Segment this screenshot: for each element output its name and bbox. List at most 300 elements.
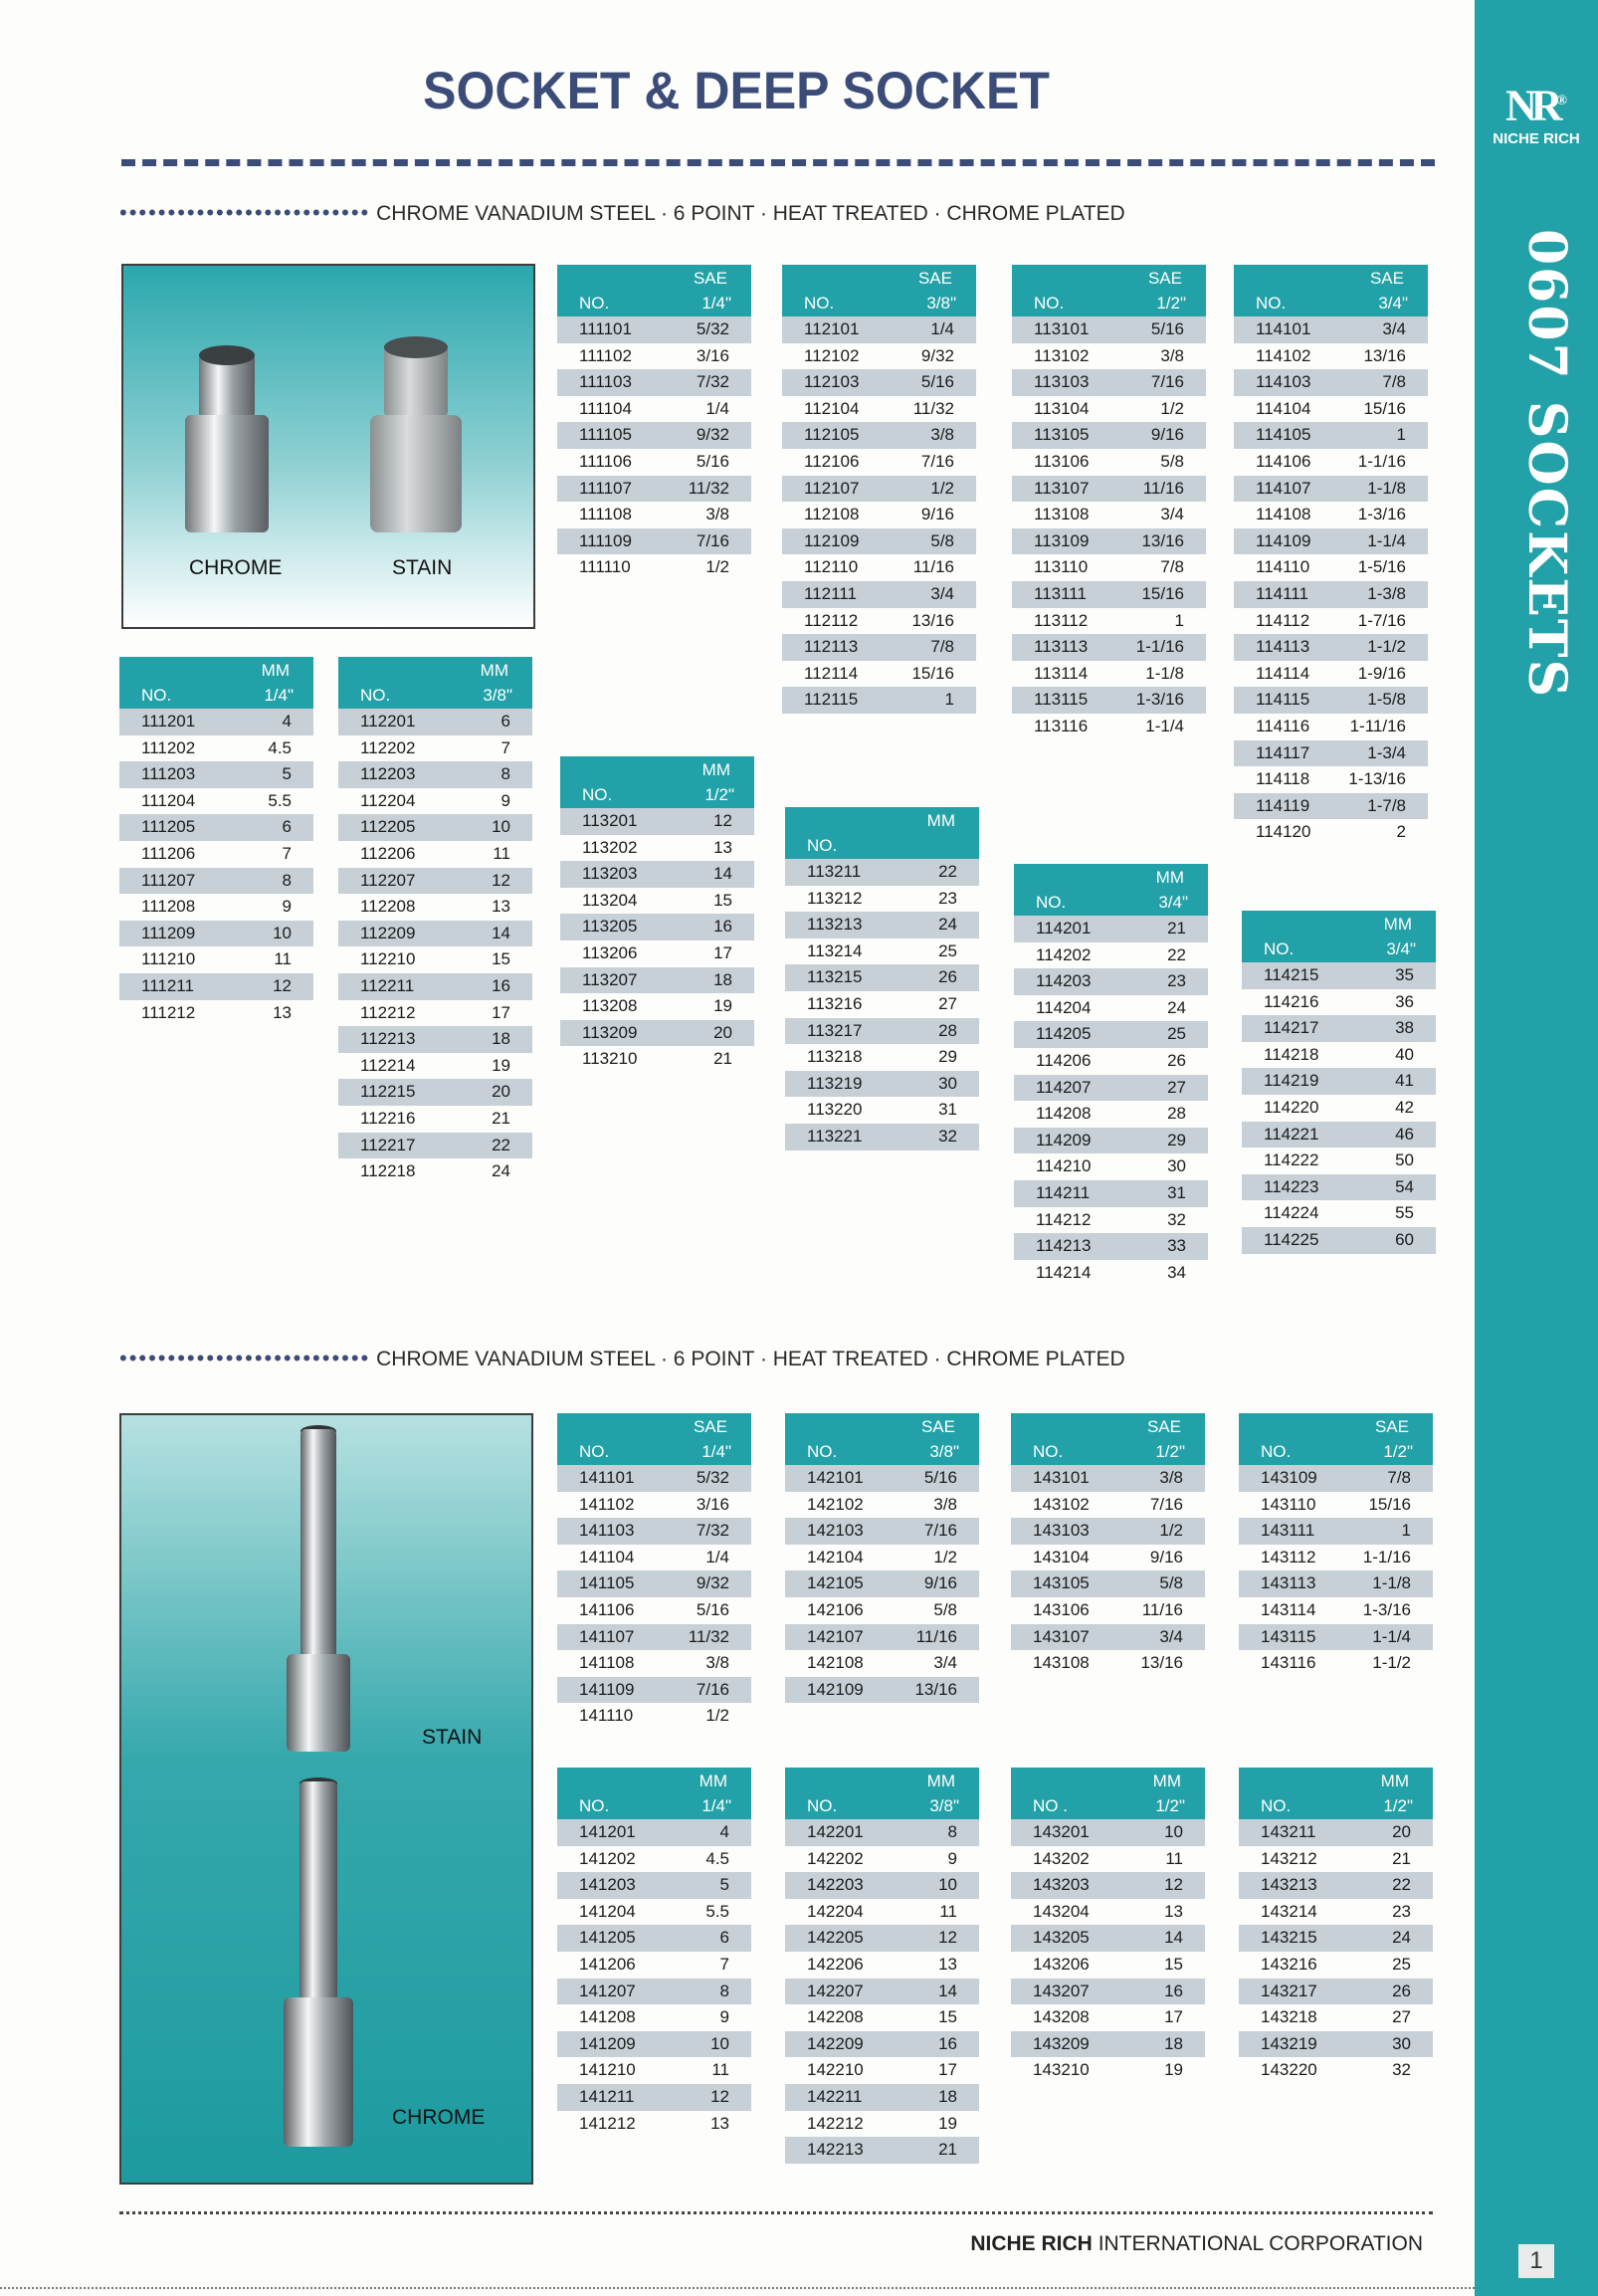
part-number: 114117 — [1256, 742, 1310, 762]
table-row — [1011, 1624, 1205, 1651]
size-value: 23 — [1392, 1901, 1411, 1921]
part-number: 113215 — [807, 967, 863, 987]
photo-label-chrome: CHROME — [392, 2106, 486, 2129]
part-number: 112105 — [804, 425, 860, 445]
table-row — [1239, 1952, 1433, 1979]
table-row — [785, 991, 979, 1018]
size-value: 29 — [938, 1047, 957, 1067]
drive-size-label: 3/8" — [926, 294, 956, 313]
part-number: 114101 — [1256, 319, 1311, 338]
size-value: 17 — [1164, 2007, 1183, 2027]
part-number: 143115 — [1261, 1626, 1316, 1646]
footer-company: NICHE RICH INTERNATIONAL CORPORATION — [970, 2232, 1423, 2255]
part-number: 114221 — [1264, 1124, 1319, 1144]
part-number: 143214 — [1261, 1901, 1317, 1921]
part-number: 112218 — [360, 1161, 416, 1181]
size-value: 15 — [1164, 1954, 1183, 1974]
size-value: 21 — [938, 2140, 957, 2160]
size-value: 11/32 — [688, 1626, 729, 1646]
table-row — [338, 1158, 532, 1185]
part-number: 141206 — [579, 1954, 636, 1974]
part-number: 141208 — [579, 2007, 636, 2027]
part-number: 114224 — [1264, 1203, 1319, 1223]
logo-mark: NR® — [1504, 81, 1568, 130]
part-number: 142203 — [807, 1875, 864, 1895]
part-number: 142210 — [807, 2060, 864, 2080]
table-row — [1239, 1570, 1433, 1597]
table-row — [557, 1819, 751, 1846]
table-row — [557, 1952, 751, 1979]
size-value: 13/16 — [1141, 530, 1184, 550]
part-number: 111206 — [141, 843, 196, 863]
table-row — [1014, 1180, 1208, 1207]
part-number: 112206 — [360, 843, 416, 863]
part-number: 111208 — [141, 897, 196, 917]
table-row — [1239, 1492, 1433, 1519]
table-header — [1012, 265, 1206, 316]
size-value: 5.5 — [705, 1901, 729, 1921]
table-row — [1011, 1570, 1205, 1597]
table-body — [1011, 1819, 1205, 2084]
part-number: 143104 — [1033, 1547, 1090, 1566]
table-row — [782, 316, 976, 343]
table-body — [1012, 316, 1206, 740]
part-number: 112212 — [360, 1002, 416, 1022]
part-number: 113111 — [1034, 583, 1087, 603]
table-row — [1014, 1260, 1208, 1287]
table-row — [782, 528, 976, 555]
part-number: 143102 — [1033, 1494, 1090, 1514]
size-value: 5/8 — [933, 1599, 957, 1619]
size-value: 7 — [282, 843, 292, 863]
size-value: 1-1/2 — [1367, 637, 1406, 657]
table-row — [782, 369, 976, 396]
part-number: 111203 — [141, 764, 196, 784]
table-row — [1234, 554, 1428, 581]
size-value: 32 — [1167, 1209, 1186, 1229]
size-value: 3/16 — [696, 1494, 729, 1514]
table-row — [557, 554, 751, 581]
size-value: 10 — [273, 923, 292, 942]
size-value: 34 — [1167, 1262, 1186, 1282]
part-number: 142212 — [807, 2113, 864, 2133]
part-number: 143210 — [1033, 2060, 1090, 2080]
size-value: 3/8 — [930, 425, 954, 445]
part-number: 114206 — [1036, 1050, 1092, 1070]
table-row — [338, 973, 532, 1000]
table-row — [1014, 942, 1208, 969]
part-number: 143202 — [1033, 1848, 1090, 1868]
table-row — [1012, 449, 1206, 476]
part-number: 114210 — [1036, 1156, 1092, 1176]
table-row — [557, 1925, 751, 1952]
size-value: 24 — [492, 1161, 510, 1181]
size-value: 1/4 — [705, 1547, 729, 1566]
size-value: 10 — [938, 1875, 957, 1895]
part-number: 112101 — [804, 319, 860, 338]
table-row — [560, 940, 754, 967]
size-value: 9/32 — [696, 425, 729, 445]
part-number: 113206 — [582, 942, 638, 962]
size-value: 11/16 — [912, 557, 954, 577]
part-number: 113207 — [582, 969, 638, 989]
part-number: 113109 — [1034, 530, 1090, 550]
size-value: 30 — [938, 1073, 957, 1093]
part-number: 114115 — [1256, 690, 1310, 710]
part-number: 111207 — [141, 870, 196, 890]
part-number: 113220 — [807, 1100, 863, 1120]
size-value: 6 — [719, 1928, 729, 1948]
part-number: 113202 — [582, 837, 638, 857]
size-table — [1014, 864, 1208, 1286]
size-table — [1242, 911, 1436, 1254]
number-column-label: NO. — [141, 686, 172, 705]
table-row — [1239, 1899, 1433, 1926]
table-row — [1014, 1021, 1208, 1048]
size-value: 5/8 — [1159, 1573, 1183, 1593]
unit-label: SAE — [920, 1417, 955, 1436]
product-photo — [119, 1413, 533, 2185]
size-value: 1-3/16 — [1135, 690, 1184, 710]
part-number: 114223 — [1264, 1176, 1319, 1196]
part-number: 114109 — [1256, 530, 1311, 550]
size-value: 5/16 — [920, 372, 954, 392]
table-row — [557, 502, 751, 528]
part-number: 113114 — [1034, 663, 1089, 683]
size-value: 11/16 — [915, 1626, 957, 1646]
part-number: 142105 — [807, 1573, 864, 1593]
part-number: 114215 — [1264, 965, 1319, 984]
part-number: 112108 — [804, 505, 860, 524]
part-number: 143111 — [1261, 1521, 1315, 1541]
table-row — [785, 1597, 979, 1624]
table-row — [557, 1545, 751, 1571]
size-value: 11/16 — [1142, 478, 1184, 498]
size-value: 1-1/4 — [1372, 1626, 1411, 1646]
table-row — [1011, 1925, 1205, 1952]
size-value: 19 — [1164, 2060, 1183, 2080]
size-value: 11 — [1165, 1848, 1183, 1868]
part-number: 113209 — [582, 1022, 638, 1042]
footer-divider — [119, 2211, 1433, 2214]
table-row — [119, 841, 313, 868]
part-number: 113219 — [807, 1073, 863, 1093]
drive-size-label: 3/4" — [1158, 893, 1188, 912]
part-number: 141212 — [579, 2113, 636, 2133]
table-row — [1012, 554, 1206, 581]
table-row — [119, 973, 313, 1000]
part-number: 112204 — [360, 790, 416, 810]
table-header — [557, 265, 751, 316]
socket-illustration — [123, 266, 533, 627]
table-header — [119, 657, 313, 709]
size-table — [557, 265, 751, 581]
size-value: 7 — [719, 1954, 729, 1974]
part-number: 142103 — [807, 1521, 864, 1541]
table-row — [1239, 1597, 1433, 1624]
part-number: 112102 — [804, 345, 860, 365]
part-number: 112104 — [804, 398, 860, 418]
size-value: 12 — [713, 811, 732, 830]
size-table — [1239, 1413, 1433, 1677]
table-row — [338, 841, 532, 868]
table-row — [785, 1952, 979, 1979]
size-value: 29 — [1167, 1130, 1186, 1149]
part-number: 141105 — [579, 1573, 635, 1593]
size-value: 9/16 — [1150, 425, 1184, 445]
table-row — [1234, 449, 1428, 476]
part-number: 113201 — [582, 811, 638, 830]
size-value: 27 — [1392, 2007, 1411, 2027]
table-row — [782, 687, 976, 714]
part-number: 114102 — [1256, 345, 1311, 365]
table-row — [338, 735, 532, 762]
table-row — [557, 1518, 751, 1545]
size-value: 5/16 — [696, 451, 729, 471]
drive-size-label: 1/2" — [1156, 294, 1186, 313]
size-value: 21 — [713, 1049, 732, 1069]
table-row — [785, 939, 979, 965]
part-number: 141211 — [579, 2086, 635, 2106]
table-row — [1239, 2004, 1433, 2031]
table-row — [119, 761, 313, 788]
part-number: 141109 — [579, 1679, 635, 1699]
table-row — [119, 868, 313, 895]
part-number: 141205 — [579, 1928, 636, 1948]
drive-size-label: 3/4" — [1386, 939, 1416, 958]
part-number: 114217 — [1264, 1018, 1319, 1038]
size-value: 1-13/16 — [1348, 769, 1406, 789]
size-value: 19 — [938, 2113, 957, 2133]
part-number: 114106 — [1256, 451, 1311, 471]
part-number: 114114 — [1256, 663, 1310, 683]
table-row — [557, 1492, 751, 1519]
table-row — [1012, 661, 1206, 688]
table-body — [785, 1819, 979, 2164]
part-number: 141110 — [579, 1706, 634, 1726]
size-value: 7 — [500, 737, 510, 757]
table-body — [1239, 1819, 1433, 2084]
size-value: 32 — [1392, 2060, 1411, 2080]
size-value: 27 — [938, 993, 957, 1013]
table-row — [119, 814, 313, 841]
size-value: 3/4 — [1382, 319, 1406, 338]
size-value: 12 — [710, 2086, 729, 2106]
table-row — [1012, 687, 1206, 714]
size-value: 9/32 — [920, 345, 954, 365]
size-value: 8 — [719, 1981, 729, 2000]
size-value: 9 — [282, 897, 292, 917]
size-table — [338, 657, 532, 1185]
size-value: 6 — [500, 712, 510, 731]
table-row — [782, 581, 976, 608]
part-number: 112205 — [360, 817, 416, 837]
part-number: 111109 — [579, 530, 632, 550]
size-value: 17 — [492, 1002, 510, 1022]
size-value: 3/8 — [1160, 345, 1184, 365]
part-number: 143212 — [1261, 1848, 1317, 1868]
part-number: 114202 — [1036, 944, 1092, 964]
size-value: 1/2 — [1160, 398, 1184, 418]
table-row — [557, 2031, 751, 2058]
size-value: 16 — [492, 975, 510, 995]
size-value: 42 — [1395, 1097, 1414, 1117]
table-row — [785, 1846, 979, 1873]
table-row — [1239, 1872, 1433, 1899]
table-row — [1242, 989, 1436, 1016]
table-row — [119, 788, 313, 815]
part-number: 114205 — [1036, 1024, 1092, 1044]
part-number: 112107 — [804, 478, 860, 498]
table-row — [785, 1979, 979, 2005]
part-number: 114218 — [1264, 1044, 1319, 1064]
table-row — [1234, 766, 1428, 793]
part-number: 143114 — [1261, 1599, 1316, 1619]
size-value: 36 — [1395, 991, 1414, 1011]
part-number: 143211 — [1261, 1822, 1316, 1841]
part-number: 114204 — [1036, 997, 1092, 1017]
size-value: 19 — [492, 1055, 510, 1075]
table-row — [1011, 1465, 1205, 1492]
table-row — [557, 476, 751, 503]
size-value: 18 — [938, 2086, 957, 2106]
size-table — [557, 1413, 751, 1730]
table-row — [338, 709, 532, 735]
size-value: 5.5 — [268, 790, 292, 810]
table-body — [1239, 1465, 1433, 1677]
part-number: 143105 — [1033, 1573, 1090, 1593]
table-header — [785, 1768, 979, 1819]
table-row — [1234, 316, 1428, 343]
number-column-label: NO. — [582, 785, 613, 804]
size-value: 1 — [1401, 1521, 1411, 1541]
table-row — [782, 608, 976, 635]
table-row — [557, 1650, 751, 1677]
table-row — [560, 888, 754, 915]
part-number: 112211 — [360, 975, 415, 995]
table-row — [560, 808, 754, 835]
table-row — [785, 1518, 979, 1545]
table-row — [1012, 396, 1206, 423]
part-number: 141204 — [579, 1901, 636, 1921]
part-number: 114220 — [1264, 1097, 1319, 1117]
size-value: 20 — [492, 1082, 510, 1102]
part-number: 111110 — [579, 557, 631, 577]
drive-size-label: 1/2" — [704, 785, 734, 804]
part-number: 114104 — [1256, 398, 1311, 418]
part-number: 113208 — [582, 996, 638, 1016]
size-value: 12 — [273, 975, 292, 995]
size-value: 60 — [1395, 1229, 1414, 1249]
size-value: 18 — [1164, 2033, 1183, 2053]
size-value: 13 — [1164, 1901, 1183, 1921]
size-value: 5/16 — [696, 1599, 729, 1619]
size-table — [119, 657, 313, 1026]
part-number: 143206 — [1033, 1954, 1090, 1974]
size-value: 19 — [713, 996, 732, 1016]
size-value: 25 — [1392, 1954, 1411, 1974]
unit-label: SAE — [917, 269, 952, 288]
table-row — [1239, 1545, 1433, 1571]
table-row — [560, 993, 754, 1020]
part-number: 143207 — [1033, 1981, 1090, 2000]
unit-label: MM — [1383, 915, 1412, 934]
size-value: 25 — [938, 940, 957, 960]
size-value: 3/8 — [705, 1653, 729, 1673]
number-column-label: NO. — [1036, 893, 1067, 912]
part-number: 111209 — [141, 923, 196, 942]
size-value: 16 — [938, 2033, 957, 2053]
unit-label: SAE — [693, 1417, 727, 1436]
part-number: 143204 — [1033, 1901, 1090, 1921]
size-table — [782, 265, 976, 714]
size-table — [1239, 1768, 1433, 2084]
size-value: 1/4 — [930, 319, 954, 338]
side-title: 0607 SOCKETS — [1516, 229, 1577, 700]
size-value: 1-3/8 — [1367, 583, 1406, 603]
table-row — [557, 1597, 751, 1624]
size-value: 1-1/8 — [1367, 478, 1406, 498]
size-value: 25 — [1167, 1024, 1186, 1044]
table-row — [338, 1133, 532, 1159]
part-number: 112111 — [804, 583, 857, 603]
size-value: 3/4 — [930, 583, 954, 603]
part-number: 142104 — [807, 1547, 864, 1566]
part-number: 112103 — [804, 372, 860, 392]
table-row — [1234, 661, 1428, 688]
table-row — [1239, 1624, 1433, 1651]
page-title: SOCKET & DEEP SOCKET — [423, 61, 1050, 120]
size-value: 1 — [944, 690, 954, 710]
part-number: 113218 — [807, 1047, 863, 1067]
drive-size-label: 1/4" — [264, 686, 294, 705]
part-number: 142213 — [807, 2140, 864, 2160]
part-number: 111211 — [141, 975, 194, 995]
table-row — [1011, 1872, 1205, 1899]
part-number: 113212 — [807, 888, 863, 908]
size-value: 15/16 — [1141, 583, 1184, 603]
size-value: 4.5 — [705, 1848, 729, 1868]
part-number: 114105 — [1256, 425, 1311, 445]
size-value: 1-1/8 — [1372, 1573, 1411, 1593]
size-table — [1012, 265, 1206, 740]
part-number: 112216 — [360, 1108, 416, 1128]
size-value: 1-3/16 — [1362, 1599, 1411, 1619]
size-value: 4 — [719, 1822, 729, 1841]
part-number: 142201 — [807, 1822, 864, 1841]
size-value: 15/16 — [1363, 398, 1406, 418]
table-row — [1011, 2057, 1205, 2084]
part-number: 143216 — [1261, 1954, 1317, 1974]
size-table — [1011, 1413, 1205, 1677]
size-value: 1-5/8 — [1367, 690, 1406, 710]
size-value: 7/32 — [696, 372, 729, 392]
size-value: 11/16 — [1141, 1599, 1183, 1619]
table-row — [785, 1465, 979, 1492]
part-number: 143220 — [1261, 2060, 1317, 2080]
table-header — [1239, 1413, 1433, 1465]
table-row — [1234, 819, 1428, 846]
size-value: 1-3/16 — [1357, 505, 1406, 524]
table-body — [338, 709, 532, 1185]
size-value: 7/16 — [696, 530, 729, 550]
unit-label: MM — [480, 661, 508, 680]
part-number: 113101 — [1034, 319, 1090, 338]
number-column-label: NO. — [579, 294, 610, 313]
table-row — [1239, 2057, 1433, 2084]
table-row — [1239, 1465, 1433, 1492]
part-number: 113102 — [1034, 345, 1090, 365]
